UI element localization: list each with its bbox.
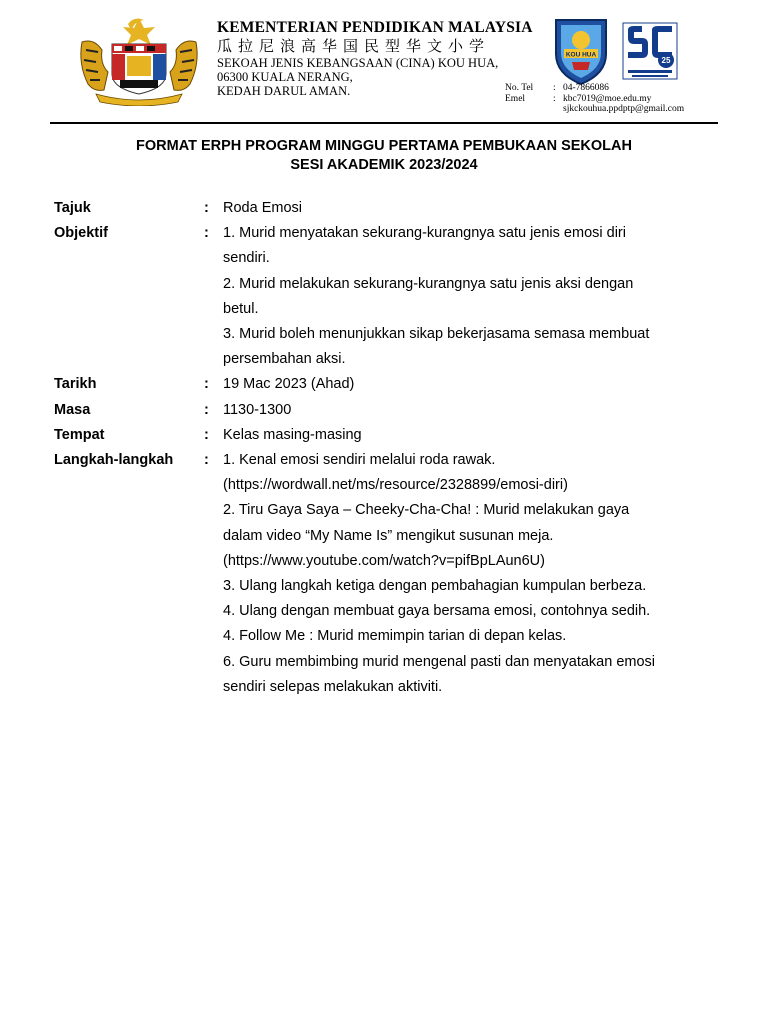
value-line: 4. Follow Me : Murid memimpin tarian di depan kelas. [223,628,567,645]
row-colon: : [204,426,209,443]
heading-line-2: SESI AKADEMIK 2023/2024 [290,157,478,173]
row-colon: : [204,376,209,393]
heading-line-1: FORMAT ERPH PROGRAM MINGGU PERTAMA PEMBUKAAN SEKOLAH [136,138,632,154]
letterhead [0,0,768,125]
address-line-1: 06300 KUALA NERANG, [217,70,353,84]
row-objektif [54,221,674,372]
contact-row-phone [505,83,684,94]
row-value [223,448,663,700]
value-line: 2. Tiru Gaya Saya – Cheeky-Cha-Cha! : Murid melakukan gaya dalam video “My Name Is” mengikut susunan meja. (https://www.youtube.com/watch?v=pifBpLAun6U) [223,502,630,569]
email-label: Emel [505,93,526,104]
phone-value: 04-7866086 [563,83,609,93]
contact-row-email [505,94,684,105]
row-colon: : [204,401,209,418]
email-2-value: sjkckouhua.ppdptp@gmail.com [563,104,685,114]
school-name: SEKOAH JENIS KEBANGSAAN (CINA) KOU HUA, [217,56,499,70]
row-masa [54,398,674,423]
row-colon: : [204,200,209,216]
contact-spacer [553,104,563,115]
value-line: 1. Murid menyatakan sekurang-kurangnya satu jenis emosi diri sendiri. [223,225,626,267]
value-line: 6. Guru membimbing murid mengenal pasti dan menyatakan emosi sendiri selepas melakukan aktiviti. [223,653,655,695]
row-label: Tarikh [54,376,97,393]
school-name-chinese: 瓜拉尼浪高华国民型华文小学 [217,37,491,55]
value-line: 1. Kenal emosi sendiri melalui roda rawak. (https://wordwall.net/ms/resource/2328899/emosi-diri) [223,452,568,494]
phone-label: No. Tel [505,83,534,93]
header-divider [50,122,718,124]
row-langkah [54,448,674,700]
row-label: Tajuk [54,200,91,216]
row-colon: : [204,452,209,469]
ministry-name: KEMENTERIAN PENDIDIKAN MALAYSIA [217,19,533,36]
value-line: 4. Ulang dengan membuat gaya bersama emosi, contohnya sedih. [223,603,651,620]
row-label: Tempat [54,426,105,443]
email-value: kbc7019@moe.edu.my [563,93,652,104]
document-heading [0,137,768,175]
school-badge-logo [552,16,610,86]
row-value [223,423,663,448]
value-line: Roda Emosi [223,200,302,216]
row-label: Objektif [54,225,108,242]
value-line: 2. Murid melakukan sekurang-kurangnya satu jenis aksi dengan betul. [223,275,634,317]
row-label: Masa [54,401,91,418]
contact-row-email-2 [505,104,684,115]
email-2-label [505,104,553,115]
row-tajuk [54,196,674,221]
logo-number: 25 [661,56,671,65]
contact-block [505,83,684,115]
row-colon: : [204,225,209,242]
row-label: Langkah-langkah [54,452,174,469]
row-tarikh [54,372,674,397]
badge-text: KOU HUA [565,51,597,59]
row-value [223,196,663,221]
row-value [223,221,663,372]
row-value [223,372,663,397]
lesson-plan-table [54,196,674,700]
value-line: 1130-1300 [223,401,292,418]
coat-of-arms-logo [74,14,204,106]
contact-colon: : [553,83,556,93]
address-line-2: KEDAH DARUL AMAN. [217,84,351,98]
letterhead-text [217,18,533,98]
row-tempat [54,423,674,448]
value-line: 3. Ulang langkah ketiga dengan pembahagian kumpulan berbeza. [223,578,647,595]
value-line: Kelas masing-masing [223,426,362,443]
district-office-logo [622,22,678,80]
value-line: 3. Murid boleh menunjukkan sikap bekerjasama semasa membuat persembahan aksi. [223,326,650,368]
contact-colon: : [553,93,556,104]
value-line: 19 Mac 2023 (Ahad) [223,376,355,393]
row-value [223,398,663,423]
